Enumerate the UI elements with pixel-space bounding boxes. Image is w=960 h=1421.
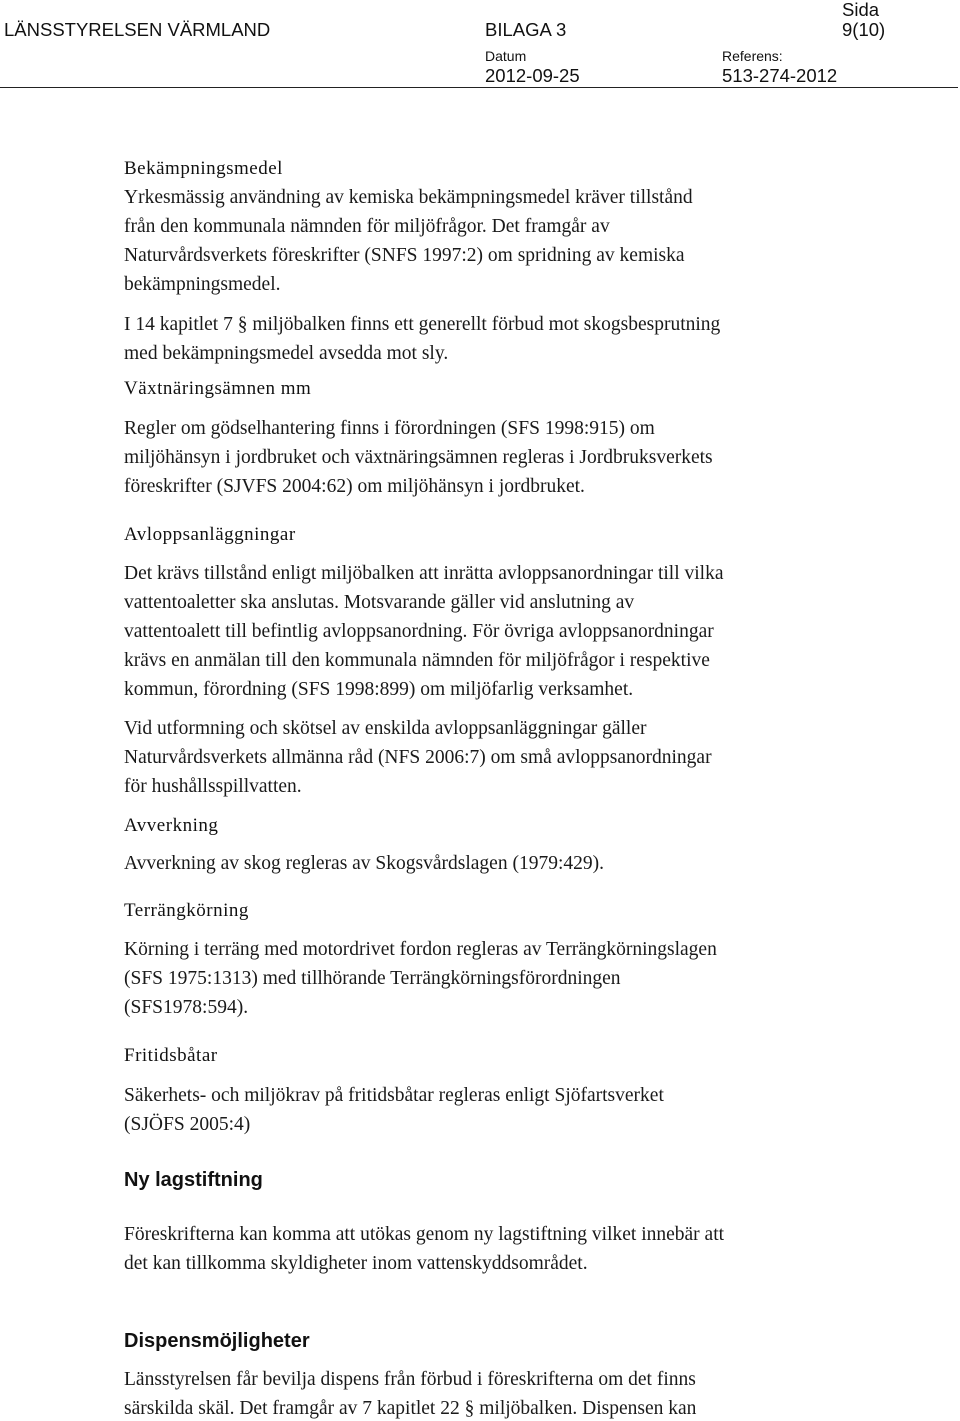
paragraph-line: det kan tillkomma skyldigheter inom vattenskyddsområdet.: [124, 1253, 588, 1274]
reference-value: 513-274-2012: [722, 65, 838, 86]
section-heading-terrangkorning: Terrängkörning: [124, 900, 249, 921]
attachment-label: BILAGA 3: [485, 19, 567, 40]
paragraph-line: vattentoaletter ska anslutas. Motsvarande gäller vid anslutning av: [124, 592, 635, 613]
date-value: 2012-09-25: [485, 65, 580, 86]
paragraph-line: för hushållsspillvatten.: [124, 776, 302, 797]
paragraph-line: bekämpningsmedel.: [124, 274, 281, 295]
paragraph-line: (SJÖFS 2005:4): [124, 1114, 251, 1135]
paragraph-line: krävs en anmälan till den kommunala nämnden för miljöfrågor i respektive: [124, 650, 710, 671]
section-heading-fritidsbatar: Fritidsbåtar: [124, 1045, 218, 1066]
paragraph-line: Naturvårdsverkets allmänna råd (NFS 2006:7) om små avloppsanordningar: [124, 747, 712, 768]
paragraph-line: särskilda skäl. Det framgår av 7 kapitlet 22 § miljöbalken. Dispensen kan: [124, 1398, 697, 1419]
paragraph-line: vattentoalett till befintlig avloppsanordning. För övriga avloppsanordningar: [124, 621, 714, 642]
section-heading-avverkning: Avverkning: [124, 815, 219, 836]
section-heading-avloppsanlaggningar: Avloppsanläggningar: [124, 524, 296, 545]
paragraph-line: med bekämpningsmedel avsedda mot sly.: [124, 343, 449, 364]
section-heading-ny-lagstiftning: Ny lagstiftning: [124, 1169, 263, 1191]
page-number: 9(10): [842, 19, 886, 40]
reference-label: Referens:: [722, 48, 783, 64]
paragraph-line: Naturvårdsverkets föreskrifter (SNFS 1997:2) om spridning av kemiska: [124, 245, 685, 266]
paragraph-line: (SFS1978:594).: [124, 997, 249, 1018]
page-label: Sida: [842, 0, 880, 20]
paragraph-line: föreskrifter (SJVFS 2004:62) om miljöhänsyn i jordbruket.: [124, 476, 585, 497]
paragraph-line: Avverkning av skog regleras av Skogsvårdslagen (1979:429).: [124, 853, 604, 874]
paragraph-line: Vid utformning och skötsel av enskilda avloppsanläggningar gäller: [124, 718, 647, 739]
paragraph-line: (SFS 1975:1313) med tillhörande Terrängkörningsförordningen: [124, 968, 621, 989]
paragraph-line: Yrkesmässig användning av kemiska bekämpningsmedel kräver tillstånd: [124, 187, 693, 208]
paragraph-line: Det krävs tillstånd enligt miljöbalken att inrätta avloppsanordningar till vilka: [124, 563, 724, 584]
paragraph-line: Länsstyrelsen får bevilja dispens från förbud i föreskrifterna om det finns: [124, 1369, 696, 1390]
paragraph-line: Föreskrifterna kan komma att utökas genom ny lagstiftning vilket innebär att: [124, 1224, 725, 1245]
paragraph-line: Regler om gödselhantering finns i förordningen (SFS 1998:915) om: [124, 418, 655, 439]
organization-name: LÄNSSTYRELSEN VÄRMLAND: [4, 19, 271, 40]
paragraph-line: från den kommunala nämnden för miljöfrågor. Det framgår av: [124, 216, 610, 237]
date-label: Datum: [485, 48, 527, 64]
paragraph-line: Körning i terräng med motordrivet fordon regleras av Terrängkörningslagen: [124, 939, 717, 960]
section-heading-bekampningsmedel: Bekämpningsmedel: [124, 158, 283, 179]
paragraph-line: kommun, förordning (SFS 1998:899) om miljöfarlig verksamhet.: [124, 679, 634, 700]
paragraph-line: I 14 kapitlet 7 § miljöbalken finns ett generellt förbud mot skogsbesprutning: [124, 314, 721, 335]
paragraph-line: Säkerhets- och miljökrav på fritidsbåtar regleras enligt Sjöfartsverket: [124, 1085, 664, 1106]
header-divider: [0, 87, 958, 88]
section-heading-dispensmojligheter: Dispensmöjligheter: [124, 1330, 310, 1352]
paragraph-line: miljöhänsyn i jordbruket och växtnäringsämnen regleras i Jordbruksverkets: [124, 447, 713, 468]
section-heading-vaxtnaringsamnen: Växtnäringsämnen mm: [124, 378, 312, 399]
